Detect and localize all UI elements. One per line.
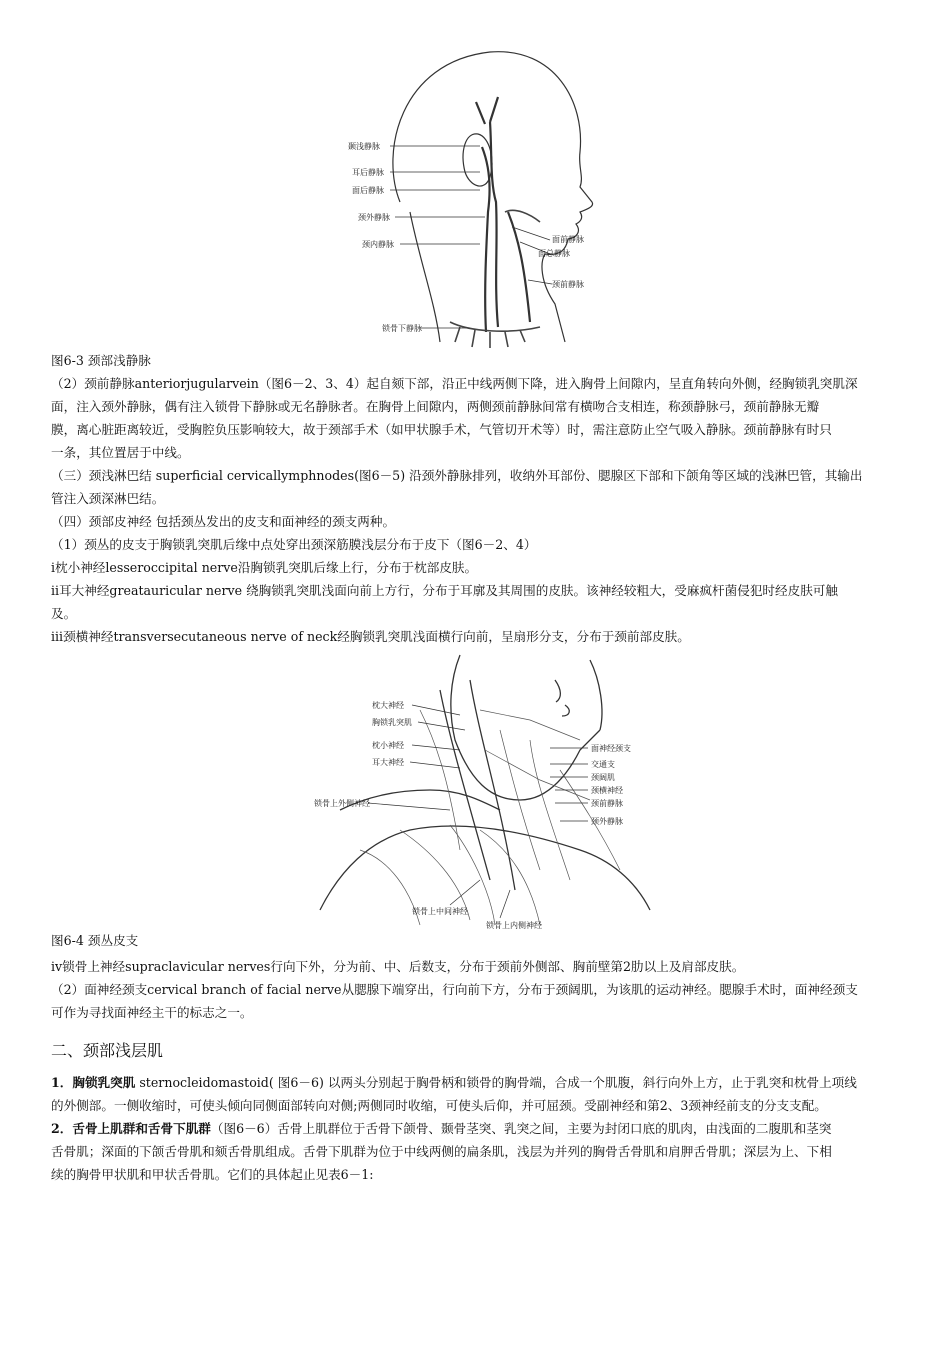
item-heading: 2．舌骨上肌群和舌骨下肌群 (51, 1121, 211, 1136)
item-text: sternocleidomastoid( 图6－6) 以两头分别起于胸骨柄和锁骨的胸骨端，合成一个肌腹，斜行向外上方，止于乳突和枕骨上项线 (135, 1075, 857, 1090)
label-medial-supraclavicular-nerve: 锁骨上内侧神经 (486, 921, 542, 930)
paragraph-line: 管注入颈深淋巴结。 (51, 491, 165, 506)
paragraph-line (51, 1073, 857, 1093)
figure-caption: 图6-4 颈丛皮支 (51, 933, 139, 948)
label-sternocleidomastoid: 胸锁乳突肌 (372, 718, 412, 727)
paragraph-line: 舌骨肌；深面的下颌舌骨肌和颏舌骨肌组成。舌骨下肌群为位于中线两侧的扁条肌，浅层为并列的胸骨舌骨肌和肩胛舌骨肌；深层为上、下相 (51, 1144, 832, 1159)
label-lesser-occipital-nerve: 枕小神经 (372, 741, 404, 750)
label-great-auricular-nerve: 耳大神经 (372, 758, 404, 767)
label-posterior-auricular-vein: 耳后静脉 (352, 168, 384, 177)
paragraph-line: ii耳大神经greatauricular nerve 绕胸锁乳突肌浅面向前上方行，分布于耳廓及其周围的皮肤。该神经较粗大，受麻疯杆菌侵犯时经皮肤可触 (51, 583, 838, 598)
paragraph-line: iv锁骨上神经supraclavicular nerves行向下外，分为前、中、后数支，分布于颈前外侧部、胸前壁第2肋以上及肩部皮肤。 (51, 959, 745, 974)
paragraph-line: （1）颈丛的皮支于胸锁乳突肌后缘中点处穿出颈深筋膜浅层分布于皮下（图6－2、4） (51, 537, 537, 552)
paragraph-line: 的外侧部。一侧收缩时，可使头倾向同侧面部转向对侧;两侧同时收缩，可使头后仰，并可屈颈。受副神经和第2、3颈神经前支的分支支配。 (51, 1098, 827, 1113)
paragraph-line: i枕小神经lesseroccipital nerve沿胸锁乳突肌后缘上行，分布于枕部皮肤。 (51, 560, 478, 575)
label-anterior-jugular-vein: 颈前静脉 (591, 799, 623, 808)
paragraph-line: （三）颈浅淋巴结 superficial cervicallymphnodes(图6－5) 沿颈外静脉排列，收纳外耳部份、腮腺区下部和下颌角等区域的浅淋巴管，其输出 (51, 468, 863, 483)
paragraph-line: 及。 (51, 606, 77, 621)
item-heading: 1．胸锁乳突肌 (51, 1075, 136, 1090)
paragraph-line: 一条，其位置居于中线。 (51, 445, 190, 460)
paragraph-line: 续的胸骨甲状肌和甲状舌骨肌。它们的具体起止见表6－1: (51, 1167, 374, 1182)
label-lateral-supraclavicular-nerve: 锁骨上外侧神经 (314, 799, 370, 808)
label-communicating-branch: 交通支 (591, 760, 615, 769)
label-retromandibular-vein: 面后静脉 (352, 186, 384, 195)
label-subclavian-vein: 锁骨下静脉 (382, 324, 422, 333)
label-transverse-cervical-nerve: 颈横神经 (591, 786, 623, 795)
figure-caption: 图6-3 颈部浅静脉 (51, 353, 151, 368)
paragraph-line (51, 1119, 831, 1139)
label-cervical-branch-facial-nerve: 面神经颈支 (591, 744, 631, 753)
paragraph-line: iii颈横神经transversecutaneous nerve of neck经胸锁乳突肌浅面横行向前，呈扇形分支，分布于颈前部皮肤。 (51, 629, 690, 644)
label-platysma: 颈阔肌 (591, 773, 615, 782)
paragraph-line: 膜，离心脏距离较近，受胸腔负压影响较大，故于颈部手术（如甲状腺手术，气管切开术等）时，需注意防止空气吸入静脉。颈前静脉有时只 (51, 422, 832, 437)
label-external-jugular-vein: 颈外静脉 (358, 213, 390, 222)
cervical-plexus-illustration (300, 650, 660, 932)
label-anterior-facial-vein: 面前静脉 (552, 235, 584, 244)
label-anterior-jugular-vein: 颈前静脉 (552, 280, 584, 289)
label-superficial-temporal-vein: 颞浅静脉 (348, 142, 380, 151)
paragraph-line: （2）面神经颈支cervical branch of facial nerve从腮腺下端穿出，行向前下方，分布于颈阔肌，为该肌的运动神经。腮腺手术时，面神经颈支 (51, 982, 858, 997)
figure-superficial-veins (340, 42, 610, 352)
label-common-facial-vein: 面总静脉 (538, 249, 570, 258)
section-title: 二、颈部浅层肌 (51, 1041, 164, 1060)
paragraph-line: （四）颈部皮神经 包括颈丛发出的皮支和面神经的颈支两种。 (51, 514, 396, 529)
label-external-jugular-vein: 颈外静脉 (591, 817, 623, 826)
item-text: （图6－6）舌骨上肌群位于舌骨下颌骨、颞骨茎突、乳突之间，主要为封闭口底的肌肉，由浅面的二腹肌和茎突 (210, 1121, 832, 1136)
paragraph-line: 可作为寻找面神经主干的标志之一。 (51, 1005, 253, 1020)
label-intermediate-supraclavicular-nerve: 锁骨上中间神经 (412, 907, 468, 916)
label-greater-occipital-nerve: 枕大神经 (372, 701, 404, 710)
neck-veins-illustration (340, 42, 610, 352)
figure-cervical-plexus (300, 650, 660, 932)
paragraph-line: （2）颈前静脉anteriorjugularvein（图6－2、3、4）起自颏下部，沿正中线两侧下降，进入胸骨上间隙内，呈直角转向外侧，经胸锁乳突肌深 (51, 376, 858, 391)
label-internal-jugular-vein: 颈内静脉 (362, 240, 394, 249)
paragraph-line: 面，注入颈外静脉，偶有注入锁骨下静脉或无名静脉者。在胸骨上间隙内，两侧颈前静脉间常有横吻合支相连，称颈静脉弓，颈前静脉无瓣 (51, 399, 820, 414)
